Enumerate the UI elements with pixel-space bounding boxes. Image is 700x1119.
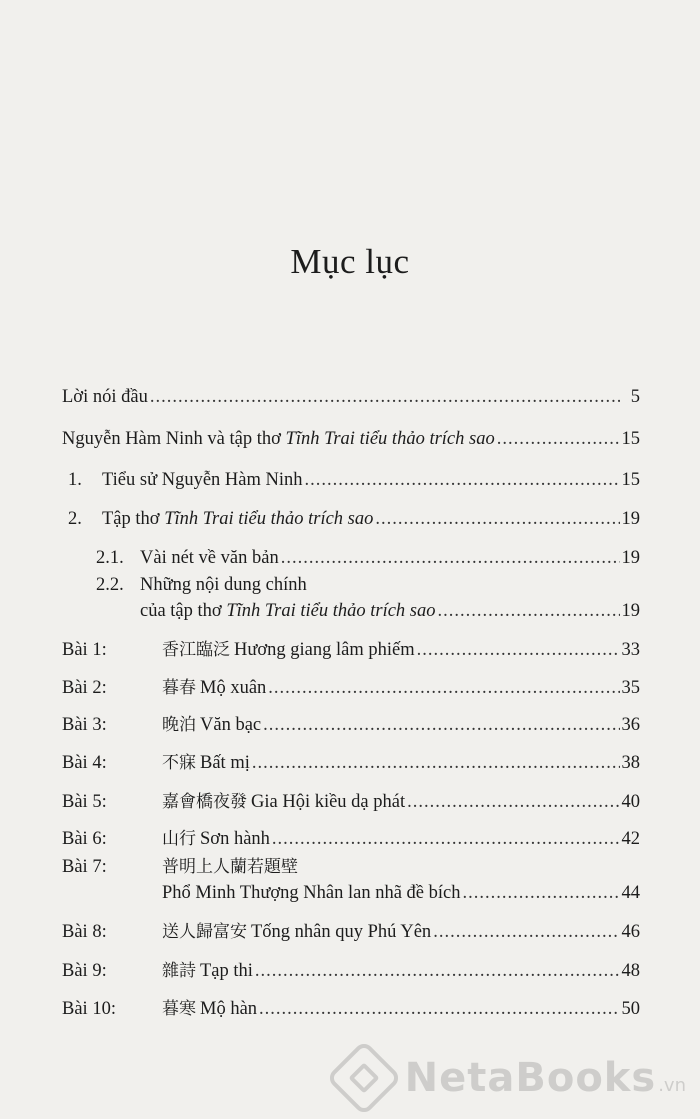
poem-viet-title: Sơn hành bbox=[200, 829, 270, 849]
poem-han-title: 送人歸富安 bbox=[162, 922, 247, 942]
toc-page-number: 50 bbox=[621, 999, 640, 1019]
dot-leader bbox=[433, 921, 619, 943]
dot-leader bbox=[281, 547, 620, 569]
toc-page-number: 42 bbox=[621, 829, 640, 849]
toc-label-italic: Tĩnh Trai tiểu thảo trích sao bbox=[285, 429, 495, 449]
toc-entry-poem[interactable] bbox=[62, 748, 640, 774]
reverse-page-bleed-through bbox=[30, 25, 680, 665]
toc-entry-label: Những nội dung chính bbox=[140, 575, 307, 595]
toc-entry-section-1[interactable] bbox=[68, 465, 640, 491]
toc-page-number: 44 bbox=[621, 883, 640, 903]
dot-leader bbox=[272, 828, 620, 850]
dot-leader bbox=[252, 752, 620, 774]
poem-number: Bài 2: bbox=[62, 678, 107, 698]
poem-number: Bài 5: bbox=[62, 792, 107, 812]
toc-entry-section-2-1[interactable] bbox=[96, 543, 640, 569]
toc-entry-intro[interactable] bbox=[62, 382, 640, 408]
toc-entry-poem[interactable] bbox=[62, 994, 640, 1020]
poem-viet-title: Gia Hội kiều dạ phát bbox=[251, 792, 406, 812]
dot-leader bbox=[462, 882, 619, 904]
section-number: 1. bbox=[68, 470, 82, 490]
poem-viet-title: Tống nhân quy Phú Yên bbox=[251, 922, 432, 942]
poem-han-title: 晚泊 bbox=[162, 715, 196, 735]
dot-leader bbox=[150, 386, 620, 408]
toc-entry-poem[interactable] bbox=[62, 824, 640, 850]
watermark-brand: NetaBooks bbox=[404, 1055, 657, 1101]
dot-leader bbox=[407, 791, 619, 813]
toc-entry-poem[interactable] bbox=[162, 878, 640, 904]
section-number: 2.1. bbox=[96, 548, 124, 568]
section-number: 2. bbox=[68, 509, 82, 529]
dot-leader bbox=[268, 677, 619, 699]
dot-leader bbox=[497, 428, 620, 450]
poem-han-title: 雜詩 bbox=[162, 961, 196, 981]
toc-label-text: Tập thơ bbox=[102, 509, 165, 529]
toc-page-number: 38 bbox=[621, 753, 640, 773]
poem-number: Bài 3: bbox=[62, 715, 107, 735]
dot-leader bbox=[375, 508, 619, 530]
poem-han-title: 香江臨泛 bbox=[162, 640, 230, 660]
toc-entry-section-2[interactable] bbox=[68, 504, 640, 530]
toc-entry-label: Tiểu sử Nguyễn Hàm Ninh bbox=[102, 470, 303, 490]
toc-page-number: 5 bbox=[630, 387, 640, 407]
toc-page-number: 46 bbox=[621, 922, 640, 942]
toc-entry-label: Vài nét về văn bản bbox=[140, 548, 279, 568]
poem-han-title: 山行 bbox=[162, 829, 196, 849]
toc-label-italic: Tĩnh Trai tiểu thảo trích sao bbox=[164, 509, 374, 529]
toc-page-number: 48 bbox=[621, 961, 640, 981]
poem-han-title: 不寐 bbox=[162, 753, 196, 773]
poem-han-title: 普明上人蘭若題壁 bbox=[162, 857, 298, 877]
dot-leader bbox=[417, 639, 620, 661]
toc-page-number: 36 bbox=[621, 715, 640, 735]
poem-viet-title: Tạp thi bbox=[200, 961, 253, 981]
poem-number: Bài 10: bbox=[62, 999, 116, 1019]
toc-page-number: 40 bbox=[621, 792, 640, 812]
toc-label-text: của tập thơ bbox=[140, 601, 227, 621]
toc-entry-section-2-2-first-line[interactable] bbox=[96, 574, 307, 596]
toc-page-number: 15 bbox=[621, 470, 640, 490]
poem-viet-title: Mộ xuân bbox=[200, 678, 267, 698]
toc-page-number: 19 bbox=[621, 601, 640, 621]
toc-entry-poem[interactable] bbox=[62, 917, 640, 943]
toc-entry-label bbox=[62, 428, 495, 450]
dot-leader bbox=[305, 469, 620, 491]
dot-leader bbox=[438, 600, 620, 622]
dot-leader bbox=[255, 960, 620, 982]
toc-entry-section-2-2[interactable] bbox=[140, 596, 640, 622]
poem-han-title: 嘉會橋夜發 bbox=[162, 792, 247, 812]
page-title: Mục lục bbox=[290, 242, 410, 281]
toc-page-number: 35 bbox=[621, 678, 640, 698]
netabooks-watermark bbox=[337, 1051, 686, 1105]
poem-number: Bài 6: bbox=[62, 829, 107, 849]
poem-number: Bài 9: bbox=[62, 961, 107, 981]
poem-viet-title: Mộ hàn bbox=[200, 999, 258, 1019]
toc-page-number: 19 bbox=[621, 548, 640, 568]
poem-number: Bài 7: bbox=[62, 857, 107, 877]
poem-number: Bài 1: bbox=[62, 640, 107, 660]
toc-entry-poem[interactable] bbox=[62, 635, 640, 661]
toc-entry-label: Lời nói đầu bbox=[62, 387, 148, 407]
netabooks-logo-icon bbox=[325, 1040, 401, 1116]
toc-entry-poem[interactable] bbox=[62, 710, 640, 736]
poem-number: Bài 8: bbox=[62, 922, 107, 942]
toc-label-text: Nguyễn Hàm Ninh và tập thơ bbox=[62, 429, 286, 449]
toc-entry-poem[interactable] bbox=[62, 673, 640, 699]
dot-leader bbox=[263, 714, 619, 736]
poem-viet-title: Văn bạc bbox=[200, 715, 262, 735]
toc-entry-poem-first-line[interactable] bbox=[62, 856, 298, 878]
toc-entry-label bbox=[140, 600, 436, 622]
poem-han-title: 暮春 bbox=[162, 678, 196, 698]
toc-label-italic: Tĩnh Trai tiểu thảo trích sao bbox=[226, 601, 436, 621]
poem-viet-title: Bất mị bbox=[200, 753, 250, 773]
toc-entry-poem[interactable] bbox=[62, 956, 640, 982]
poem-number: Bài 4: bbox=[62, 753, 107, 773]
toc-page-number: 15 bbox=[621, 429, 640, 449]
poem-viet-title: Phổ Minh Thượng Nhân lan nhã đề bích bbox=[162, 883, 461, 903]
toc-page-number: 33 bbox=[621, 640, 640, 660]
poem-han-title: 暮寒 bbox=[162, 999, 196, 1019]
watermark-tld: .vn bbox=[658, 1074, 686, 1096]
toc-entry-label bbox=[102, 508, 373, 530]
toc-page-number: 19 bbox=[621, 509, 640, 529]
section-number: 2.2. bbox=[96, 575, 124, 595]
toc-entry-part[interactable] bbox=[62, 424, 640, 450]
poem-viet-title: Hương giang lâm phiếm bbox=[234, 640, 415, 660]
toc-entry-poem[interactable] bbox=[62, 787, 640, 813]
dot-leader bbox=[259, 998, 619, 1020]
